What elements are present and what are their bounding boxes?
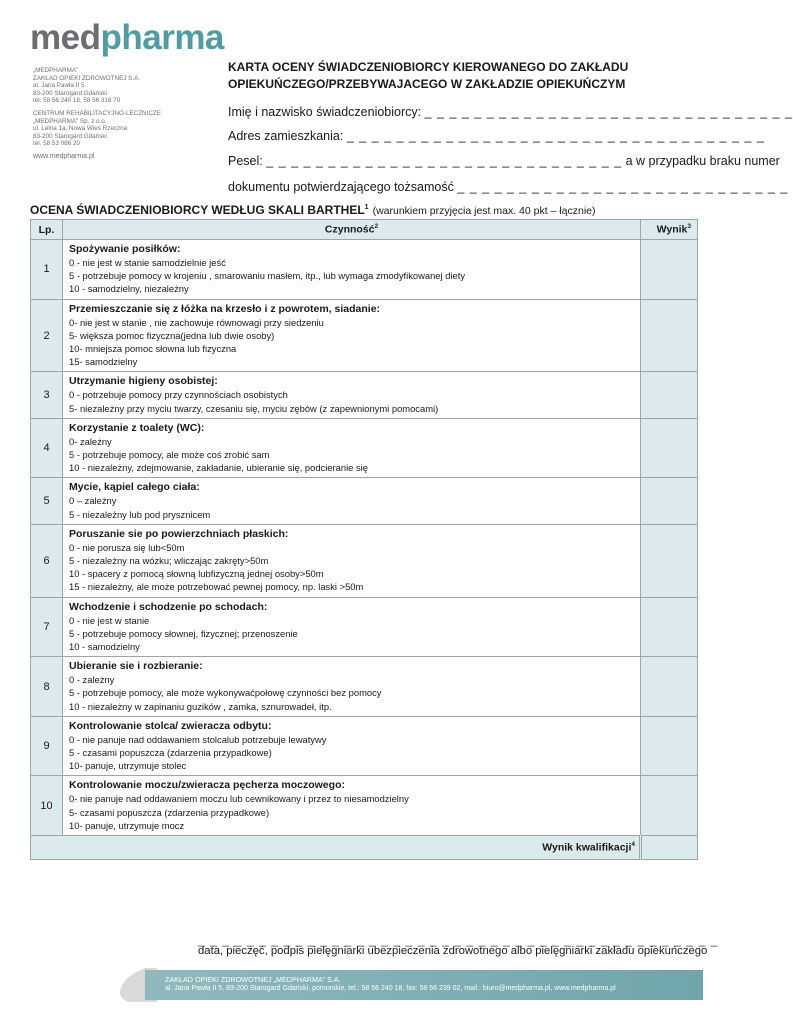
footnote-ref: 4 <box>631 841 635 849</box>
pesel-field[interactable] <box>228 154 780 168</box>
activity-option: 10 - samodzielny, niezależny <box>69 283 189 295</box>
activity-option: 5- niezależny przy myciu twarzy, czesaniu się, myciu zębów (z zapewnionymi pomocami) <box>69 402 439 414</box>
activity-row <box>31 657 698 717</box>
result-cell[interactable] <box>641 418 698 478</box>
header-lp <box>31 220 63 240</box>
activity-heading: Utrzymanie higieny osobistej: <box>69 375 218 388</box>
activity-option: 5 - potrzebuje pomocy słownej, fizycznej; przenoszenie <box>69 627 298 639</box>
footnote-ref: 2 <box>374 223 379 231</box>
activity-row <box>31 776 698 836</box>
header-result-label: Wynik <box>656 223 688 236</box>
result-cell[interactable] <box>641 478 698 524</box>
footer-bar <box>145 970 703 1000</box>
header-activity-label: Czynność <box>324 223 375 236</box>
activity-row <box>31 478 698 524</box>
barthel-table <box>30 219 698 860</box>
signature-line[interactable]: _ _ _ _ _ _ _ _ _ _ _ _ _ _ _ _ _ _ _ _ _ _ _ _ _ _ _ _ _ _ _ _ _ _ _ _ _ _ _ _ _ _ _ <box>198 933 719 947</box>
activity-cell <box>63 478 641 524</box>
activity-option: 10 - spacery z pomocą słowną lubfizyczną jednej osoby>50m <box>69 568 324 580</box>
activity-option: 5- większa pomoc fizyczna(jedna lub dwie osoby) <box>69 329 275 341</box>
activity-row <box>31 299 698 372</box>
company-info-line: ul. Lelna 1a, Nowa Wieś Rzeczna <box>33 125 128 133</box>
activity-row <box>31 240 698 300</box>
activity-option: 0- zależny <box>69 435 112 447</box>
name-label: Imię i nazwisko świadczeniobiorcy: <box>228 105 422 119</box>
activity-cell <box>63 657 641 717</box>
header-activity <box>63 220 641 240</box>
result-cell[interactable] <box>641 372 698 418</box>
footnote-ref: 1 <box>364 204 369 211</box>
document-title <box>228 59 628 93</box>
result-cell[interactable] <box>641 524 698 597</box>
logo-part-1: med <box>30 18 101 57</box>
row-number: 7 <box>31 597 63 657</box>
qualification-score-row <box>31 836 698 860</box>
activity-option: 0- nie jest w stanie , nie zachowuje równowagi przy siedzeniu <box>69 316 324 328</box>
pesel-label: Pesel: <box>228 154 263 168</box>
result-cell[interactable] <box>641 299 698 372</box>
row-number: 6 <box>31 524 63 597</box>
footer-company: ZAKŁAD OPIEKI ZDROWOTNEJ „MEDPHARMA” S.A. <box>165 975 341 984</box>
activity-heading: Kontrolowanie stolca/ zwieracza odbytu: <box>69 719 272 732</box>
row-number: 9 <box>31 716 63 776</box>
activity-cell <box>63 418 641 478</box>
name-field[interactable] <box>228 105 793 119</box>
activity-cell <box>63 299 641 372</box>
row-number: 5 <box>31 478 63 524</box>
company-info-1 <box>33 67 140 105</box>
pesel-suffix: a w przypadku braku numer <box>625 154 780 168</box>
section-heading-text: OCENA ŚWIADCZENIOBIORCY WEDŁUG SKALI BARTHEL <box>30 203 365 217</box>
table-header-row <box>31 220 698 240</box>
activity-option: 10- panuje, utrzymuje stolec <box>69 760 187 772</box>
website-link[interactable]: www.medpharma.pl <box>33 153 95 160</box>
company-info-line: „MEDPHARMA” Sp. z o.o. <box>33 117 107 125</box>
row-number: 2 <box>31 299 63 372</box>
company-info-line: 83-200 Starogard Gdański <box>33 89 107 97</box>
document-id-line[interactable]: _ _ _ _ _ _ _ _ _ _ _ _ _ _ _ _ _ _ _ _ _ _ _ _ _ _ _ <box>457 180 789 194</box>
activity-heading: Korzystanie z toalety (WC): <box>69 421 205 434</box>
activity-cell <box>63 716 641 776</box>
row-number: 1 <box>31 240 63 300</box>
document-id-label: dokumentu potwierdzającego tożsamość <box>228 180 454 194</box>
activity-option: 0 - nie panuje nad oddawaniem stolcalub potrzebuje lewatywy <box>69 733 327 745</box>
activity-option: 5 - niezależny na wózku; wliczając zakręty>50m <box>69 555 269 567</box>
company-logo <box>30 20 224 55</box>
row-number: 8 <box>31 657 63 717</box>
activity-option: 0 - zależny <box>69 674 115 686</box>
company-info-line: al. Jana Pawła II 5 <box>33 82 85 90</box>
activity-option: 5 - potrzebuje pomocy, ale może coś zrobić sam <box>69 449 270 461</box>
activity-option: 10 - niezależny, zdejmowanie, zakładanie, ubieranie się, podcieranie się <box>69 462 368 474</box>
activity-cell <box>63 240 641 300</box>
title-line: KARTA OCENY ŚWIADCZENIOBIORCY KIEROWANEGO DO ZAKŁADU <box>228 60 629 74</box>
address-field[interactable] <box>228 129 765 143</box>
activity-option: 10- panuje, utrzymuje mocz <box>69 819 185 831</box>
row-number: 10 <box>31 776 63 836</box>
result-cell[interactable] <box>641 597 698 657</box>
activity-option: 0 - potrzebuje pomocy przy czynnościach osobistych <box>69 389 288 401</box>
activity-cell <box>63 776 641 836</box>
activity-option: 5 - czasami popuszcza (zdarzenia przypadkowe) <box>69 747 272 759</box>
footer-address: al. Jana Pawła II 5, 83-200 Starogard Gdański, pomorskie, tel.: 58 56 240 18, fax: 58 56 239 02, mail.: biuro@medpharma.pl, www.medpharma.pl <box>165 985 616 992</box>
company-info-2 <box>33 110 161 148</box>
activity-option: 0 - nie jest w stanie <box>69 614 150 626</box>
activity-option: 0 – zależny <box>69 495 117 507</box>
activity-option: 15 - niezależny, ale może potrzebować pewnej pomocy, np. laski >50m <box>69 581 364 593</box>
logo-part-2: pharma <box>100 18 224 57</box>
result-cell[interactable] <box>641 657 698 717</box>
activity-heading: Ubieranie sie i rozbieranie: <box>69 660 203 673</box>
qualification-score-text: Wynik kwalifikacji <box>542 841 632 854</box>
activity-cell <box>63 524 641 597</box>
company-info-line: ZAKŁAD OPIEKI ZDROWOTNEJ S.A. <box>33 74 141 82</box>
qualification-score-label <box>31 836 641 860</box>
activity-option: 0 - nie porusza się lub<50m <box>69 541 185 553</box>
title-line: OPIEKUŃCZEGO/PRZEBYWAJACEGO W ZAKŁADZIE OPIEKUŃCZYM <box>228 77 626 91</box>
activity-row <box>31 418 698 478</box>
activity-heading: Poruszanie sie po powierzchniach płaskich: <box>69 527 289 540</box>
signature-label: data, pieczęć, podpis pielęgniarki ubezpieczenia zdrowotnego albo pielęgniarki zakładu opiekuńczego <box>198 945 708 957</box>
activity-option: 0- nie panuje nad oddawaniem moczu lub cewnikowany i przez to niesamodzielny <box>69 793 409 805</box>
activity-heading: Wchodzenie i schodzenie po schodach: <box>69 600 268 613</box>
header-lp-label: Lp. <box>38 223 55 236</box>
section-heading <box>30 203 596 217</box>
header-result <box>641 220 698 240</box>
activity-option: 10- mniejsza pomoc słowna lub fizyczna <box>69 343 237 355</box>
company-info-line: tel. 58 53 086 20 <box>33 140 80 148</box>
result-cell[interactable] <box>641 240 698 300</box>
company-info-line: 83-200 Starogard Gdański <box>33 132 107 140</box>
activity-cell <box>63 597 641 657</box>
activity-cell <box>63 372 641 418</box>
result-cell[interactable] <box>641 716 698 776</box>
activity-row <box>31 524 698 597</box>
activity-option: 0 - nie jest w stanie samodzielnie jeść <box>69 257 226 268</box>
activity-option: 10 - samodzielny <box>69 641 140 653</box>
result-cell[interactable] <box>641 776 698 836</box>
activity-option: 15- samodzielny <box>69 356 138 368</box>
address-label: Adres zamieszkania: <box>228 129 344 143</box>
activity-heading: Kontrolowanie moczu/zwieracza pęcherza moczowego: <box>69 779 345 792</box>
activity-option: 5 - niezależny lub pod prysznicem <box>69 508 211 520</box>
row-number: 4 <box>31 418 63 478</box>
activity-heading: Mycie, kąpiel całego ciała: <box>69 481 200 494</box>
activity-row <box>31 716 698 776</box>
address-line[interactable]: _ _ _ _ _ _ _ _ _ _ _ _ _ _ _ _ _ _ _ _ _ _ _ _ _ _ _ _ _ _ _ _ _ _ <box>346 129 765 143</box>
row-number: 3 <box>31 372 63 418</box>
activity-row <box>31 597 698 657</box>
company-info-line: CENTRUM REHABILITACYJNO-LECZNICZE <box>33 110 161 117</box>
qualification-score-cell[interactable] <box>641 836 698 860</box>
activity-row <box>31 372 698 418</box>
company-info-line: „MEDPHARMA” <box>33 67 79 74</box>
activity-option: 5 - potrzebuje pomocy w krojeniu , smarowaniu masłem, itp., lub wymaga zmodyfikowanej diety <box>69 270 466 282</box>
activity-option: 5- czasami popuszcza (zdarzenia przypadkowe) <box>69 806 270 818</box>
section-note: (warunkiem przyjęcia jest max. 40 pkt – łącznie) <box>372 205 596 217</box>
company-info-line: tel. 58 56 240 18, 58 56 316 70 <box>33 97 121 105</box>
activity-heading: Spożywanie posiłków: <box>69 243 181 255</box>
pesel-line[interactable]: _ _ _ _ _ _ _ _ _ _ _ _ _ _ _ _ _ _ _ _ _ _ _ _ _ _ _ _ _ <box>266 154 623 168</box>
activity-option: 10 - niezależny w zapinaniu guzików , zamka, sznurowadeł, itp. <box>69 700 332 712</box>
name-line[interactable]: _ _ _ _ _ _ _ _ _ _ _ _ _ _ _ _ _ _ _ _ _ _ _ _ _ _ _ _ _ _ <box>424 105 793 119</box>
footnote-ref: 3 <box>687 223 691 231</box>
document-id-field[interactable] <box>228 180 788 194</box>
activity-heading: Przemieszczanie się z łóżka na krzesło i z powrotem, siadanie: <box>69 302 381 315</box>
activity-option: 5 - potrzebuje pomocy, ale może wykonywaćpołowę czynności bez pomocy <box>69 687 382 699</box>
